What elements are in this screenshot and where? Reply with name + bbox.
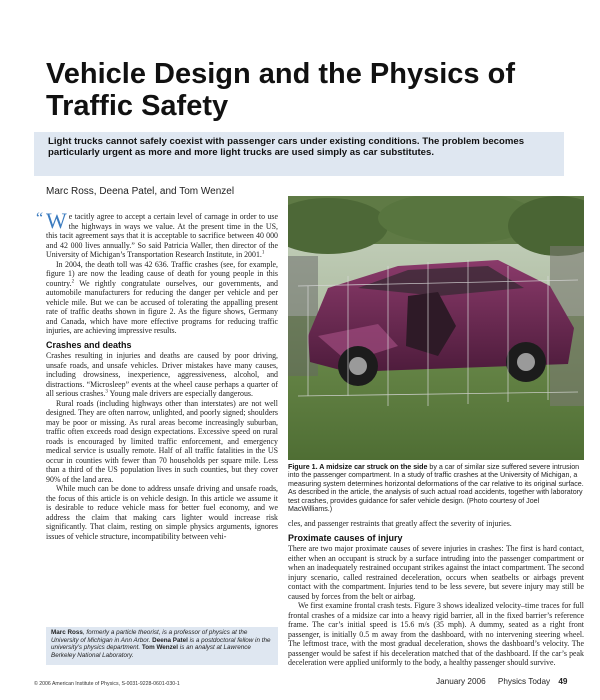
figure-caption xyxy=(288,463,584,513)
column-right xyxy=(288,519,584,668)
continued-paragraph: cles, and passenger restraints that greatly affect the severity of injuries. xyxy=(288,519,512,528)
page-footer xyxy=(436,677,567,686)
heading-proximate-causes: Proximate causes of injury xyxy=(288,532,403,543)
author-line: Marc Ross, Deena Patel, and Tom Wenzel xyxy=(46,186,235,197)
lead-summary: Light trucks cannot safely coexist with passenger cars under existing conditions. The problem becomes particularly urgent as more and more light trucks are used simply as car substitutes. xyxy=(34,132,564,176)
copyright-footer: © 2006 American Institute of Physics, S-0031-9228-0601-030-1 xyxy=(34,681,180,687)
figure-text: by a car of similar size suffered severe intrusion into the passenger compartment. In a study of traffic crashes at the University of Michigan, a measuring system determines horizontal deformations of the car relative to its original surface. As described in the article, the analysis of such actual road accidents, together with laboratory test crashes, provides guidance for safer vehicle design. (Photo courtesy of Joel MacWilliams.) xyxy=(288,463,584,514)
quote-mark: “ xyxy=(36,210,44,227)
intro-text-2a: In 2004, the death toll was 42 636. Traffic crashes (see, for example, figure 1) are now the leading cause of death for young people in this country. xyxy=(46,259,278,288)
ref-3: 3 xyxy=(105,389,108,395)
crashes-text-1b: Young male drivers are especially dangerous. xyxy=(107,389,253,398)
author-bio-box xyxy=(46,627,278,665)
heading-crashes: Crashes and deaths xyxy=(46,339,132,350)
column-left xyxy=(36,208,278,541)
intro-text-2b: We rightly congratulate ourselves, our governments, and automobile manufacturers for reducing the danger per vehicle and per vehicle mile. But we can be accused of tolerating the appalling present rate of traffic deaths shown in figure 2. As the figure shows, Germany and Canada, which have more effective programs for reducing traffic injuries, are achieving impressive results. xyxy=(46,278,278,335)
bio-text-2: is a postdoctoral fellow in the university’s physics department. xyxy=(51,636,271,652)
intro-text-1: e tacitly agree to accept a certain level of carnage in order to use the highways in ways we value. At the present time in the US, this tacit agreement says that it is acceptable to sacrifice between 40 000 and 42 000 lives annually.” So said Patricia Waller, then director of the University of Michigan’s Transportation Research Institute, in 2001. xyxy=(46,212,278,259)
causes-paragraph-1: There are two major proximate causes of severe injuries in crashes: The first is hard contact, either when an occupant is struck by a surface intruding into the passenger compartment or when an inadequately restrained occupant strikes against the intact compartment. The second injury scenario, called restrained deceleration, occurs when seatbelts or airbags prevent contact with the compartment. Injuries tend to be less severe, but severe injury may still be caused by forces from the belt or airbag. xyxy=(288,544,584,601)
drop-cap: W xyxy=(46,208,67,233)
figure-label: Figure 1. A midsize car struck on the side xyxy=(288,463,428,471)
bio-name-3: Tom Wenzel xyxy=(141,644,179,652)
crashes-paragraph-1 xyxy=(46,351,278,399)
ref-1: 1 xyxy=(261,250,265,256)
ref-2: 2 xyxy=(71,278,75,284)
page-number: 49 xyxy=(558,677,568,686)
article-title: Vehicle Design and the Physics of Traffic Safety xyxy=(46,58,515,122)
crashes-text-1a: Crashes resulting in injuries and deaths are caused by poor driving, unsafe roads, and unsafe vehicles. Driver mistakes have many causes, including drowsiness, inexperience, aggressiveness, alcohol, and distractions. “Microsleep” events at the wheel cause perhaps a quarter of all serious crashes. xyxy=(46,351,278,398)
journal-name: Physics Today xyxy=(497,677,551,686)
bio-name-1: Marc Ross xyxy=(51,629,83,636)
bio-text-3: is an analyst at Lawrence Berkeley National Laboratory. xyxy=(51,644,251,659)
intro-paragraph-1 xyxy=(36,208,278,260)
bio-name-2: Deena Patel xyxy=(152,636,188,644)
issue-date: January 2006 xyxy=(436,677,486,686)
crashes-paragraph-3: While much can be done to address unsafe driving and unsafe roads, the focus of this article is on vehicle design. In this article we assume it is desirable to reduce vehicle mass for better fuel economy, and we address the claim that making cars lighter would increase risk significantly. That claim, resting on simple physics arguments, ignores issues of vehicle structure, incompatibility between vehi- xyxy=(46,484,278,541)
crashes-paragraph-2: Rural roads (including highways other than interstates) are not well designed. They are often narrow, unlighted, and poorly signed; shoulders may be poor or missing. As rural areas become increasingly suburban, traffic often exceeds road design expectations. Excessive speed on rural roads is encouraged by limited traffic enforcement, and emergency medical service is usually remote. Half of all traffic fatalities in the US occur in counties with fewer than 70 households per square mile. Less than a third of the US population lives in such counties, but they cover 90% of the land area. xyxy=(46,398,278,484)
crashed-car-photo xyxy=(288,196,584,460)
causes-paragraph-2: We first examine frontal crash tests. Figure 3 shows idealized velocity–time traces for full frontal crashes of a midsize car into a heavy rigid barrier, all in the fixed barrier’s reference frame. The car’s initial speed is 15.6 m/s (35 mph). A dummy, seated as a right front passenger, is initially 0.5 m away from the dashboard, with no intervening steering wheel. The leftmost trace, with the most gradual deceleration, shows the dashboard’s velocity. The passenger would be safest if his deceleration matched that of the dashboard. If the car’s peak deceleration were applied uniformly to the body, a healthy passenger should survive. xyxy=(288,601,584,667)
intro-paragraph-2 xyxy=(46,260,278,336)
bio-text-1: , formerly a particle theorist, is a professor of physics at the University of Michigan in Ann Arbor. xyxy=(51,629,248,644)
